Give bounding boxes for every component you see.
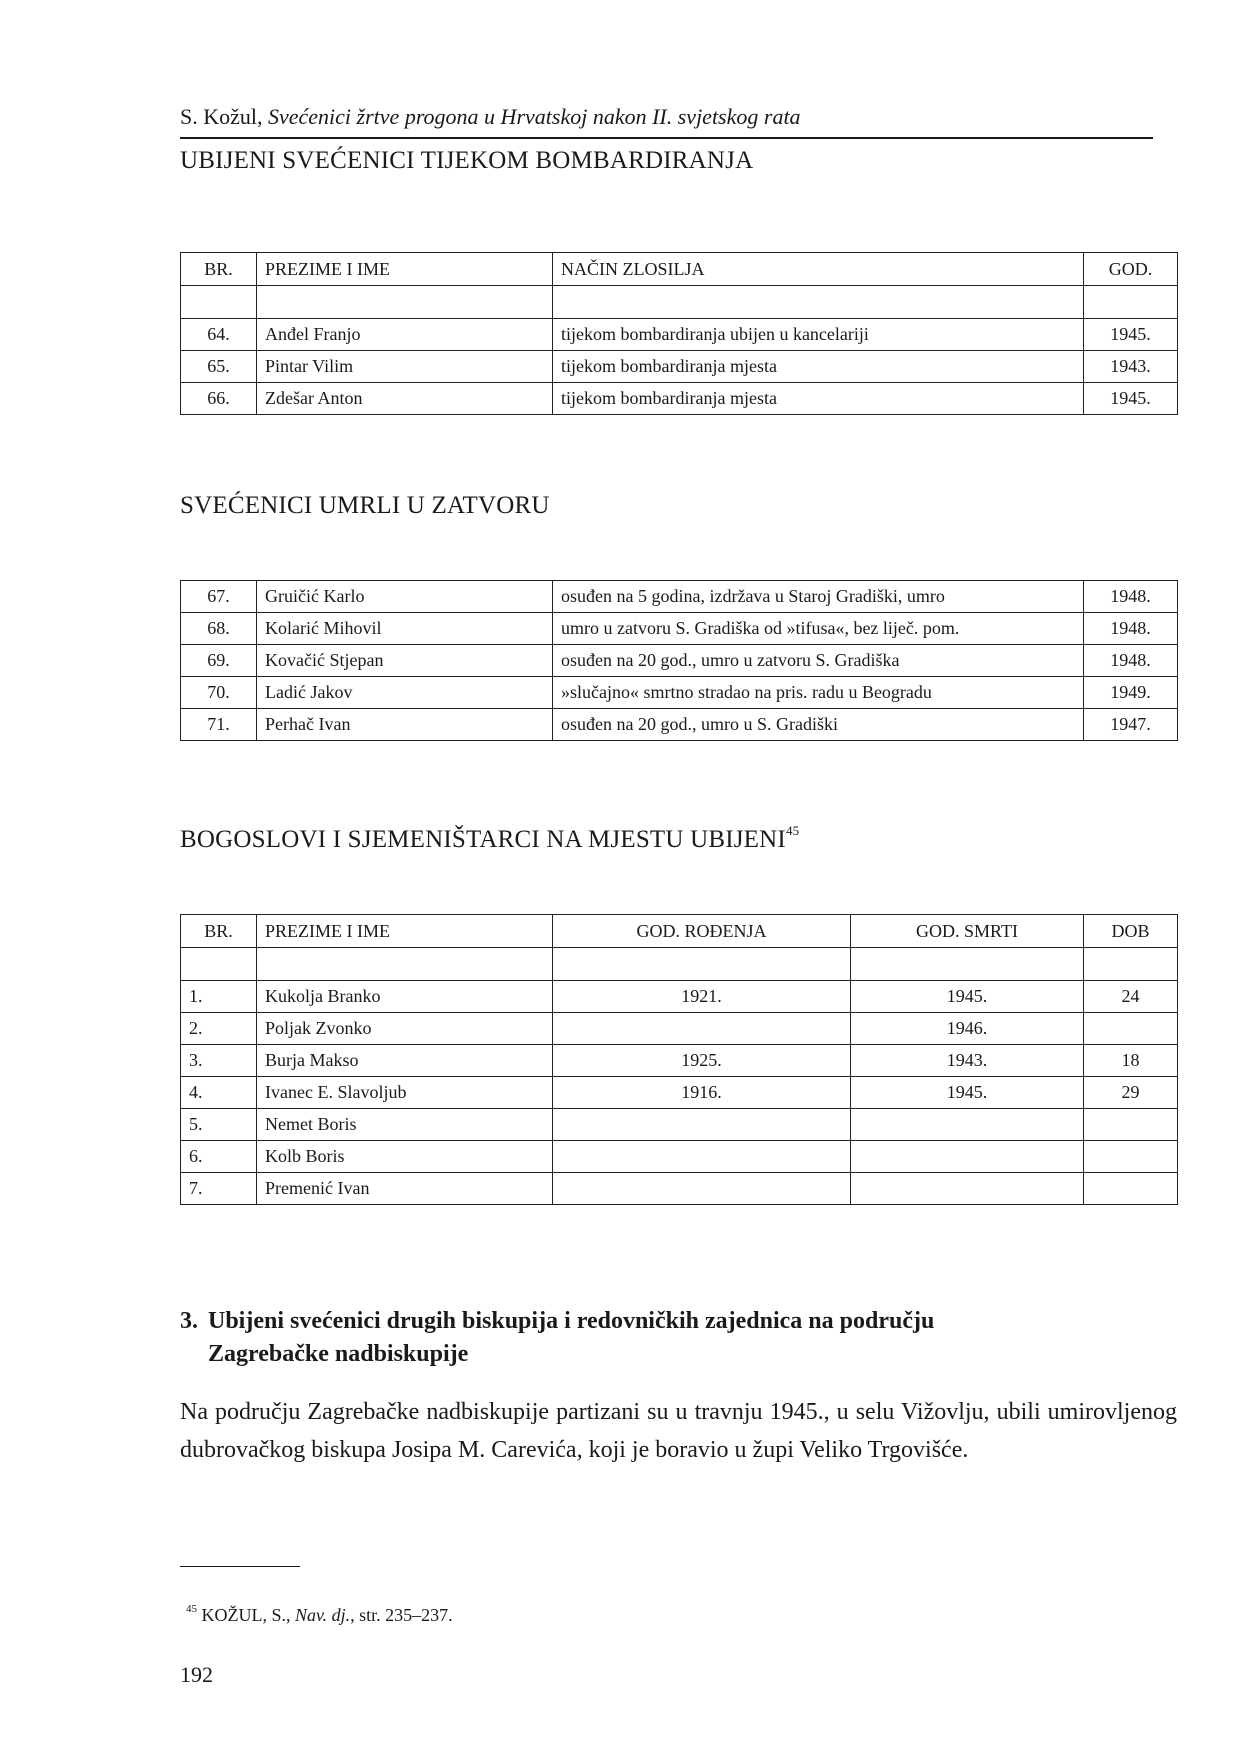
subheading-line2: Zagrebačke nadbiskupije: [208, 1341, 469, 1367]
cell-number: 66.: [181, 383, 257, 415]
cell-name: Ivanec E. Slavoljub: [257, 1077, 553, 1109]
cell-birth-year: 1916.: [553, 1077, 851, 1109]
table-row: [181, 645, 1178, 677]
cell-number: 68.: [181, 613, 257, 645]
cell-name: Zdešar Anton: [257, 383, 553, 415]
running-header: [180, 104, 801, 130]
cell-death-year: 1945.: [851, 981, 1084, 1013]
cell-method: umro u zatvoru S. Gradiška od »tifusa«, bez liječ. pom.: [553, 613, 1084, 645]
table-row-spacer: [181, 286, 1178, 319]
table-prison: [180, 580, 1178, 741]
cell-name: Gruičić Karlo: [257, 581, 553, 613]
footnote-author: KOŽUL, S.,: [201, 1605, 291, 1625]
cell-year: 1943.: [1084, 351, 1178, 383]
table-row: [181, 1173, 1178, 1205]
cell-death-year: [851, 1109, 1084, 1141]
section-title-seminarians: [180, 823, 800, 854]
subheading-number: 3.: [180, 1308, 198, 1334]
cell-birth-year: 1921.: [553, 981, 851, 1013]
section-title-prison: SVEĆENICI UMRLI U ZATVORU: [180, 492, 550, 519]
cell-number: 2.: [181, 1013, 257, 1045]
cell-name: Kolb Boris: [257, 1141, 553, 1173]
cell-age: 29: [1084, 1077, 1178, 1109]
table-row: [181, 1013, 1178, 1045]
table-row: [181, 1109, 1178, 1141]
header-age: DOB: [1084, 915, 1178, 948]
cell-method: »slučajno« smrtno stradao na pris. radu u Beogradu: [553, 677, 1084, 709]
footnote-rule: [180, 1566, 300, 1567]
cell-age: 18: [1084, 1045, 1178, 1077]
header-name: PREZIME I IME: [257, 915, 553, 948]
cell-age: 24: [1084, 981, 1178, 1013]
cell-year: 1949.: [1084, 677, 1178, 709]
cell-number: 1.: [181, 981, 257, 1013]
cell-method: tijekom bombardiranja mjesta: [553, 351, 1084, 383]
footnote-work: Nav. dj.: [295, 1605, 351, 1625]
cell-death-year: [851, 1141, 1084, 1173]
subheading-line1: Ubijeni svećenici drugih biskupija i redovničkih zajednica na području: [208, 1308, 935, 1334]
table-row: [181, 709, 1178, 741]
body-paragraph: Na području Zagrebačke nadbiskupije partizani su u travnju 1945., u selu Vižovlju, ubili umirovljenog dubrovačkog biskupa Josipa M. Carevića, koji je boravio u župi Veliko Trgovišće.: [180, 1399, 1177, 1463]
header-method: NAČIN ZLOSILJA: [553, 253, 1084, 286]
cell-number: 7.: [181, 1173, 257, 1205]
cell-name: Premenić Ivan: [257, 1173, 553, 1205]
cell-name: Burja Makso: [257, 1045, 553, 1077]
section-title-bombing: UBIJENI SVEĆENICI TIJEKOM BOMBARDIRANJA: [180, 147, 754, 174]
table-bombing: [180, 252, 1178, 415]
table-row: [181, 319, 1178, 351]
cell-birth-year: [553, 1173, 851, 1205]
header-death-year: GOD. SMRTI: [851, 915, 1084, 948]
cell-method: osuđen na 5 godina, izdržava u Staroj Gradiški, umro: [553, 581, 1084, 613]
table-row: [181, 981, 1178, 1013]
running-header-title: Svećenici žrtve progona u Hrvatskoj nakon II. svjetskog rata: [268, 104, 801, 129]
cell-age: [1084, 1109, 1178, 1141]
cell-number: 65.: [181, 351, 257, 383]
cell-age: [1084, 1141, 1178, 1173]
cell-name: Kolarić Mihovil: [257, 613, 553, 645]
cell-number: 64.: [181, 319, 257, 351]
table-row: [181, 1141, 1178, 1173]
header-year: GOD.: [1084, 253, 1178, 286]
cell-year: 1947.: [1084, 709, 1178, 741]
running-header-author: S. Kožul,: [180, 104, 263, 129]
cell-number: 71.: [181, 709, 257, 741]
cell-number: 70.: [181, 677, 257, 709]
cell-number: 4.: [181, 1077, 257, 1109]
section-title-seminarians-text: BOGOSLOVI I SJEMENIŠTARCI NA MJESTU UBIJENI: [180, 826, 786, 853]
cell-name: Anđel Franjo: [257, 319, 553, 351]
table-row-spacer: [181, 948, 1178, 981]
cell-year: 1948.: [1084, 613, 1178, 645]
header-name: PREZIME I IME: [257, 253, 553, 286]
cell-death-year: 1943.: [851, 1045, 1084, 1077]
table-row: [181, 383, 1178, 415]
cell-name: Nemet Boris: [257, 1109, 553, 1141]
header-rule: [180, 137, 1153, 139]
footnote-number: 45: [186, 1603, 197, 1615]
header-br: BR.: [181, 915, 257, 948]
cell-number: 6.: [181, 1141, 257, 1173]
table-row: [181, 677, 1178, 709]
table-header-row: [181, 253, 1178, 286]
cell-name: Kukolja Branko: [257, 981, 553, 1013]
cell-age: [1084, 1173, 1178, 1205]
cell-number: 5.: [181, 1109, 257, 1141]
table-row: [181, 351, 1178, 383]
cell-name: Ladić Jakov: [257, 677, 553, 709]
table-header-row: [181, 915, 1178, 948]
cell-number: 67.: [181, 581, 257, 613]
header-birth-year: GOD. ROĐENJA: [553, 915, 851, 948]
cell-death-year: 1945.: [851, 1077, 1084, 1109]
cell-method: tijekom bombardiranja ubijen u kancelariji: [553, 319, 1084, 351]
cell-name: Kovačić Stjepan: [257, 645, 553, 677]
table-row: [181, 613, 1178, 645]
cell-birth-year: [553, 1109, 851, 1141]
page-number: 192: [180, 1662, 213, 1687]
cell-death-year: 1946.: [851, 1013, 1084, 1045]
table-row: [181, 581, 1178, 613]
cell-death-year: [851, 1173, 1084, 1205]
header-br: BR.: [181, 253, 257, 286]
cell-year: 1948.: [1084, 581, 1178, 613]
cell-year: 1945.: [1084, 383, 1178, 415]
table-row: [181, 1045, 1178, 1077]
footnote-ref[interactable]: 45: [785, 823, 800, 838]
cell-name: Pintar Vilim: [257, 351, 553, 383]
cell-number: 3.: [181, 1045, 257, 1077]
cell-year: 1945.: [1084, 319, 1178, 351]
cell-year: 1948.: [1084, 645, 1178, 677]
cell-method: osuđen na 20 god., umro u S. Gradiški: [553, 709, 1084, 741]
cell-name: Perhač Ivan: [257, 709, 553, 741]
cell-birth-year: [553, 1141, 851, 1173]
footnote-pages: , str. 235–237.: [350, 1605, 453, 1625]
cell-age: [1084, 1013, 1178, 1045]
cell-name: Poljak Zvonko: [257, 1013, 553, 1045]
cell-number: 69.: [181, 645, 257, 677]
cell-birth-year: 1925.: [553, 1045, 851, 1077]
subheading: [180, 1305, 1160, 1371]
table-seminarians: [180, 914, 1178, 1205]
footnote: [186, 1605, 453, 1626]
table-row: [181, 1077, 1178, 1109]
cell-method: tijekom bombardiranja mjesta: [553, 383, 1084, 415]
cell-method: osuđen na 20 god., umro u zatvoru S. Gradiška: [553, 645, 1084, 677]
cell-birth-year: [553, 1013, 851, 1045]
